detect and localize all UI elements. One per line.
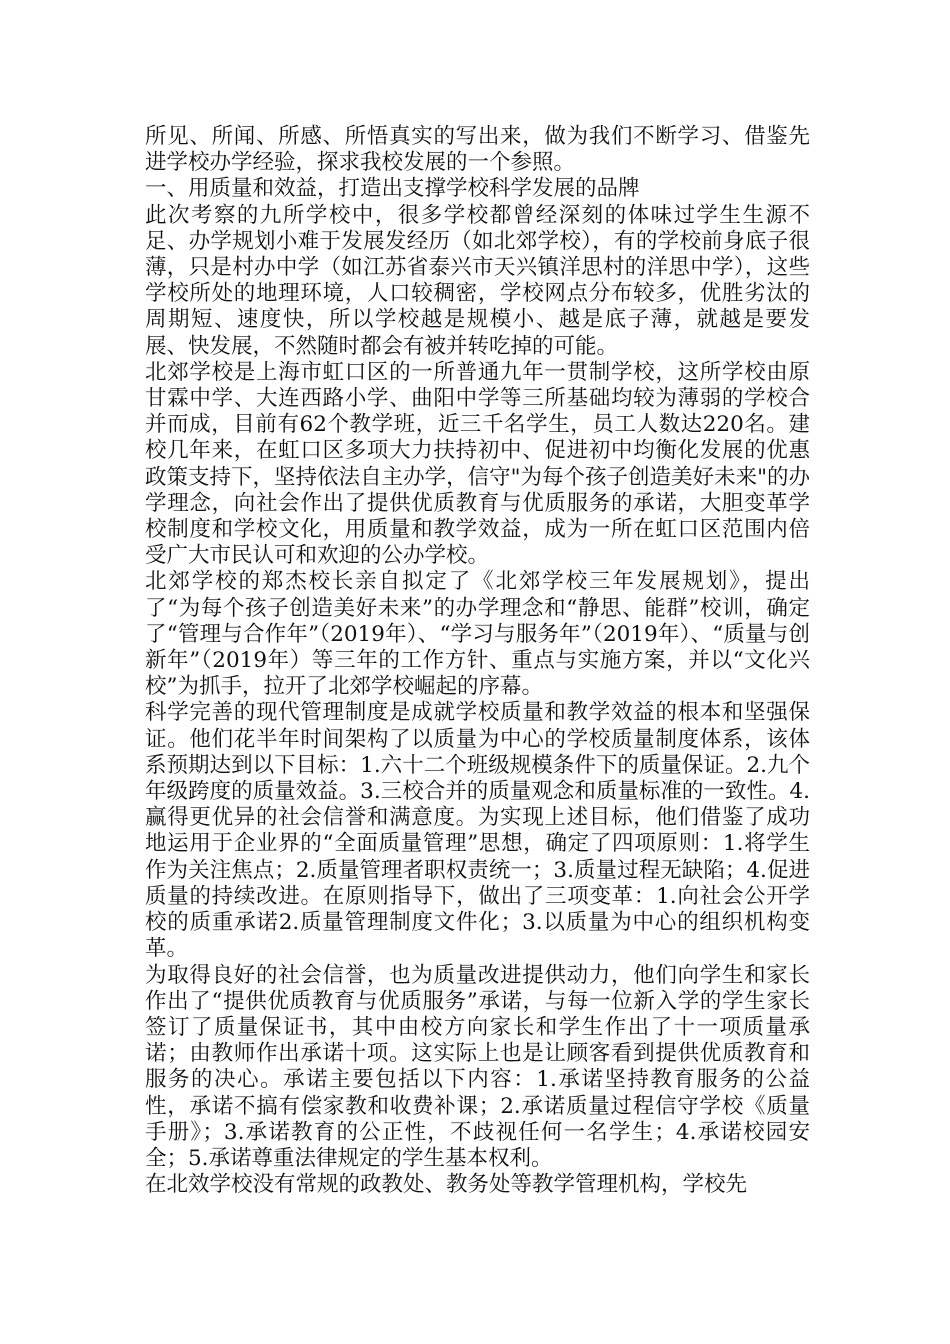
paragraph-three-year-plan: 北郊学校的郑杰校长亲自拟定了《北郊学校三年发展规划》，提出了“为每个孩子创造美好未来”的办学理念和“静思、能群”校训，确定了“管理与合作年”（2019年）、“学习与服务年”（2019年）、“质量与创新年”（2019年）等三年的工作方针、重点与实施方案，并以“文化兴校”为抓手，拉开了北郊学校崛起的序幕。 bbox=[145, 569, 810, 700]
paragraph-nine-schools: 此次考察的九所学校中，很多学校都曾经深刻的体味过学生生源不足、办学规划小难于发展发经历（如北郊学校），有的学校前身底子很薄，只是村办中学（如江苏省泰兴市天兴镇洋思村的洋思中学），这些学校所处的地理环境，人口较稠密，学校网点分布较多，优胜劣汰的周期短、速度快，所以学校越是规模小、越是底子薄，就越是要发展、快发展，不然随时都会有被并转吃掉的可能。 bbox=[145, 202, 810, 359]
document-body bbox=[145, 124, 810, 1198]
paragraph-quality-commitment: 为取得良好的社会信誉，也为质量改进提供动力，他们向学生和家长作出了“提供优质教育与优质服务”承诺，与每一位新入学的学生家长签订了质量保证书，其中由校方向家长和学生作出了十一项质量承诺；由教师作出承诺十项。这实际上也是让顾客看到提供优质教育和服务的决心。承诺主要包括以下内容：1.承诺坚持教育服务的公益性，承诺不搞有偿家教和收费补课；2.承诺质量过程信守学校《质量手册》；3.承诺教育的公正性，不歧视任何一名学生；4.承诺校园安全；5.承诺尊重法律规定的学生基本权利。 bbox=[145, 962, 810, 1171]
section-heading: 一、用质量和效益，打造出支撑学校科学发展的品牌 bbox=[145, 176, 640, 202]
paragraph-intro: 所见、所闻、所感、所悟真实的写出来，做为我们不断学习、借鉴先进学校办学经验，探求我校发展的一个参照。 bbox=[145, 124, 810, 176]
paragraph-beijiao-overview: 北郊学校是上海市虹口区的一所普通九年一贯制学校，这所学校由原甘霖中学、大连西路小学、曲阳中学等三所基础均较为薄弱的学校合并而成，目前有62个教学班，近三千名学生，员工人数达220名。建校几年来，在虹口区多项大力扶持初中、促进初中均衡化发展的优惠政策支持下，坚持依法自主办学，信守"为每个孩子创造美好未来"的办学理念，向社会作出了提供优质教育与优质服务的承诺，大胆变革学校制度和学校文化，用质量和教学效益，成为一所在虹口区范围内倍受广大市民认可和欢迎的公办学校。 bbox=[145, 359, 810, 569]
paragraph-management-structure: 在北效学校没有常规的政教处、教务处等教学管理机构，学校先 bbox=[145, 1172, 748, 1198]
paragraph-quality-system: 科学完善的现代管理制度是成就学校质量和教学效益的根本和坚强保证。他们花半年时间架构了以质量为中心的学校质量制度体系，该体系预期达到以下目标：1.六十二个班级规模条件下的质量保证。2.九个年级跨度的质量效益。3.三校合并的质量观念和质量标准的一致性。4.赢得更优异的社会信誉和满意度。为实现上述目标，他们借鉴了成功地运用于企业界的“全面质量管理”思想，确定了四项原则：1.将学生作为关注焦点；2.质量管理者职权责统一；3.质量过程无缺陷；4.促进质量的持续改进。在原则指导下，做出了三项变革：1.向社会公开学校的质重承诺2.质量管理制度文件化；3.以质量为中心的组织机构变革。 bbox=[145, 700, 810, 962]
